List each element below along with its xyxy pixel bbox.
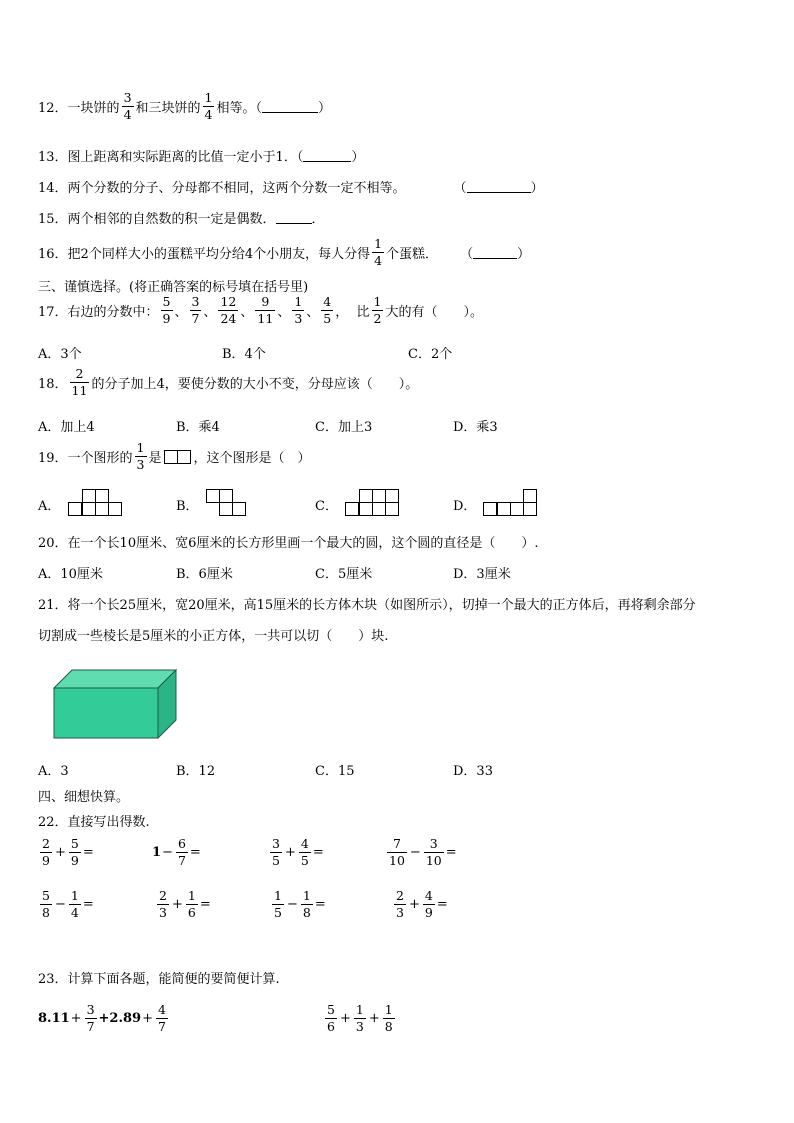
cuboid-figure	[54, 670, 178, 740]
expression-4: $\frac{7}{10}$ − $\frac{3}{10}$ =	[389, 836, 457, 868]
option-c-figure[interactable]	[345, 489, 403, 517]
fraction: $\frac{3}{7}$	[191, 294, 200, 326]
question-17: 17．右边的分数中： $\frac{5}{9}$ 、 $\frac{3}{7}$ 、 $\frac{12}{24}$ 、 $\frac{9}{11}$ 、 $\frac{1}{3}$ 、 $\frac{4}{5}$ ， 比 $\frac{1}{2}$ 大的有（ ）。	[38, 294, 483, 326]
option-b[interactable]: B．4个	[222, 347, 266, 362]
answer-blank[interactable]	[276, 212, 312, 224]
option-a[interactable]: A．	[38, 499, 61, 514]
question-18: 18． $\frac{2}{11}$ 的分子加上4，要使分数的大小不变，分母应该（ ）。	[38, 366, 419, 398]
expression-5: $\frac{5}{8}$ − $\frac{1}{4}$ =	[42, 888, 94, 920]
calc-expression-1: 8.11 + $\frac{3}{7}$ +2.89 + $\frac{4}{7}$	[38, 1002, 166, 1034]
answer-blank[interactable]	[467, 181, 531, 193]
question-16: 16．把2个同样大小的蛋糕平均分给4个小朋友，每人分得 $\frac{1}{4}$ 个蛋糕． （ ）	[38, 236, 531, 268]
fraction: $\frac{4}{5}$	[323, 294, 332, 326]
option-d[interactable]: D．乘3	[453, 420, 498, 435]
fraction: $\frac{9}{11}$	[257, 294, 274, 326]
question-number: 12．	[38, 101, 68, 116]
option-a[interactable]: A．加上4	[38, 420, 95, 435]
question-14: 14．两个分数的分子、分母都不相同，这两个分数一定不相等。 （ ）	[38, 181, 544, 196]
question-21-line-2: 切割成一些棱长是5厘米的小正方体，一共可以切（ ）块.	[38, 629, 389, 644]
question-15: 15．两个相邻的自然数的积一定是偶数． ．	[38, 212, 325, 227]
option-a[interactable]: A．10厘米	[38, 567, 103, 582]
option-d[interactable]: D．	[453, 499, 477, 514]
answer-blank[interactable]	[303, 150, 351, 162]
expression-1: $\frac{2}{9}$ + $\frac{5}{9}$ =	[42, 836, 94, 868]
answer-blank[interactable]	[473, 247, 517, 259]
fraction: $\frac{12}{24}$	[220, 294, 237, 326]
option-b[interactable]: B．	[176, 499, 199, 514]
expression-7: $\frac{1}{5}$ − $\frac{1}{8}$ =	[274, 888, 326, 920]
calc-expression-2: $\frac{5}{6}$ + $\frac{1}{3}$ + $\frac{1}{8}$	[327, 1002, 393, 1034]
fraction: $\frac{1}{4}$	[374, 236, 383, 268]
fraction: $\frac{5}{9}$	[162, 294, 171, 326]
section-heading-4: 四、细想快算。	[38, 790, 130, 805]
question-12: 12． 一块饼的 $\frac{3}{4}$ 和三块饼的 $\frac{1}{4}$ 相等。（ ）	[38, 90, 332, 122]
option-c[interactable]: C．	[315, 499, 338, 514]
question-13: 13．图上距离和实际距离的比值一定小于1．（ ）	[38, 150, 365, 165]
section-heading-3: 三、谨慎选择。(将正确答案的标号填在括号里)	[38, 280, 309, 295]
option-b-figure[interactable]	[206, 489, 250, 517]
fraction: $\frac{1}{2}$	[373, 294, 382, 326]
expression-8: $\frac{2}{3}$ + $\frac{4}{9}$ =	[396, 888, 448, 920]
answer-blank[interactable]	[262, 101, 318, 113]
option-d[interactable]: D．33	[453, 764, 493, 779]
option-a[interactable]: A．3	[38, 764, 69, 779]
option-b[interactable]: B．6厘米	[176, 567, 233, 582]
option-d[interactable]: D．3厘米	[453, 567, 511, 582]
expression-2: 1 − $\frac{6}{7}$ =	[152, 836, 201, 868]
question-19: 19．一个图形的 $\frac{1}{3}$ 是 ，这个图形是（ ）	[38, 440, 311, 472]
fraction: $\frac{1}{3}$	[136, 440, 145, 472]
two-squares-figure	[164, 450, 192, 464]
fraction: $\frac{2}{11}$	[71, 366, 88, 398]
question-23-title: 23．计算下面各题，能简便的要简便计算.	[38, 972, 280, 987]
expression-6: $\frac{2}{3}$ + $\frac{1}{6}$ =	[159, 888, 211, 920]
fraction: $\frac{1}{3}$	[294, 294, 303, 326]
option-c[interactable]: C．加上3	[315, 420, 373, 435]
option-c[interactable]: C．15	[315, 764, 355, 779]
option-c[interactable]: C．2个	[408, 347, 453, 362]
option-d-figure[interactable]	[483, 489, 541, 517]
option-b[interactable]: B．12	[176, 764, 216, 779]
option-a-figure[interactable]	[68, 489, 124, 517]
option-a[interactable]: A．3个	[38, 347, 82, 362]
question-21-line-1: 21．将一个长25厘米，宽20厘米，高15厘米的长方体木块（如图所示），切掉一个最大的正方体后，再将剩余部分	[38, 598, 696, 613]
fraction: $\frac{1}{4}$	[204, 90, 213, 122]
option-c[interactable]: C．5厘米	[315, 567, 373, 582]
fraction: $\frac{3}{4}$	[123, 90, 132, 122]
option-b[interactable]: B．乘4	[176, 420, 220, 435]
question-20: 20．在一个长10厘米、宽6厘米的长方形里画一个最大的圆，这个圆的直径是（ ）.	[38, 536, 539, 551]
question-22-title: 22．直接写出得数.	[38, 815, 150, 830]
expression-3: $\frac{3}{5}$ + $\frac{4}{5}$ =	[272, 836, 324, 868]
